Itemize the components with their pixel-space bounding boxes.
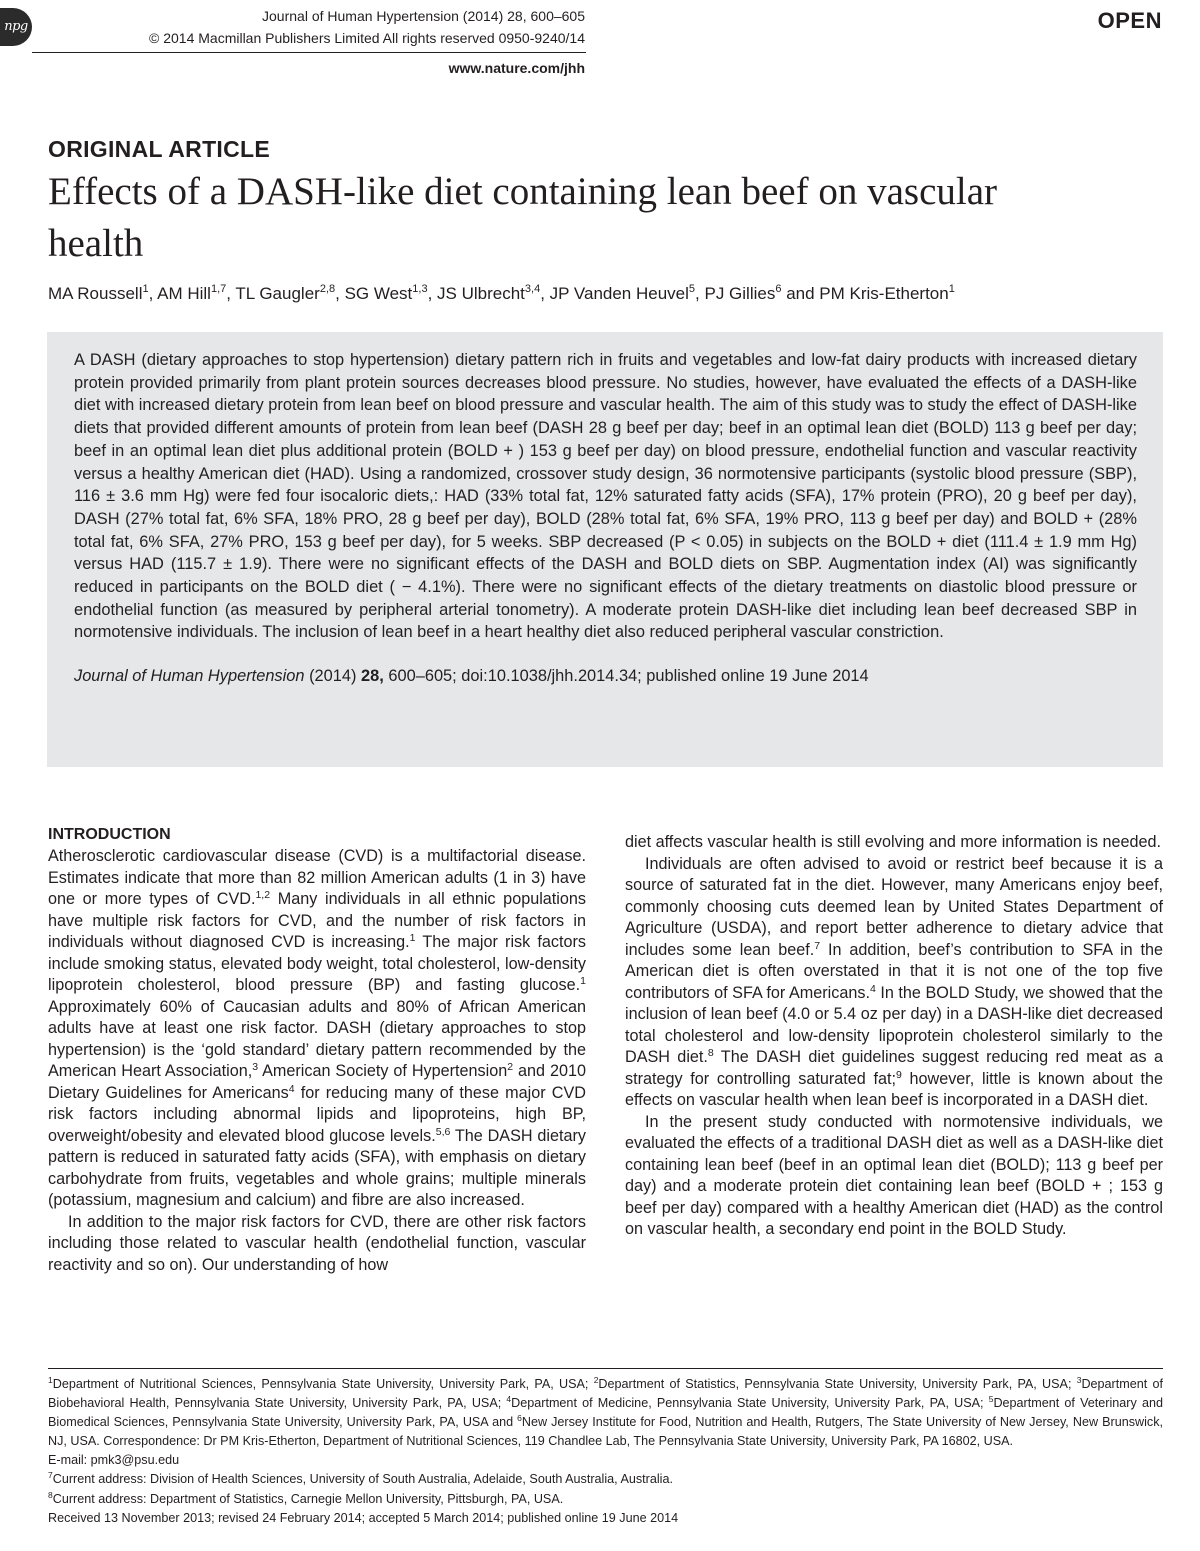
footnote-current-address-8: $^8$Current address: Department of Statistics, Carnegie Mellon University, Pittsburgh, PA, USA. [48, 1489, 564, 1506]
citation-ref[interactable]: 5,6 [435, 1125, 451, 1138]
intro-paragraph-2-continued: diet affects vascular health is still evolving and more information is needed. [625, 833, 1161, 851]
author-name: AM Hill [157, 284, 211, 303]
citation-ref[interactable]: 1,2 [255, 889, 271, 901]
affiliation-text: Department of Biobehavioral Health, Pennsylvania State University, University Park, PA, USA; [48, 1377, 1163, 1411]
footnotes [48, 1375, 1163, 1528]
citation-journal: Journal of Human Hypertension [74, 667, 305, 686]
intro-paragraph-1: Atherosclerotic cardiovascular disease (CVD) is a multifactorial disease. Estimates indicate that more than 82 million American adults (1 in 3) have one or more types of CVD.$^{1,2}$ Many individuals in all ethnic populations have multiple risk factors for CVD, and the number of risk factors in individuals without diagnosed CVD is increasing.$^1$ The major risk factors include smoking status, elevated body weight, total cholesterol, low-density lipoprotein cholesterol, blood pressure (BP) and fasting glucose.$^1$ Approximately 60% of Caucasian adults and 80% of African American adults have at least one risk factor. DASH (dietary approaches to stop hypertension) is the ‘gold standard’ dietary pattern recommended by the American Heart Association,$^3$ American Society of Hypertension$^2$ and 2010 Dietary Guidelines for Americans$^4$ for reducing many of these major CVD risk factors including abnormal lipids and lipoproteins, high BP, overweight/obesity and elevated blood glucose levels.$^{5,6}$ The DASH dietary pattern is reduced in saturated fatty acids (SFA), with emphasis on dietary carbohydrate from fruits, vegetables and whole grains; multiple minerals (potassium, magnesium and calcium) and fibre are also increased. [48, 847, 586, 1209]
citation-details: 600–605; doi:10.1038/jhh.2014.34; published online 19 June 2014 [383, 667, 869, 686]
citation-ref[interactable]: 2 [507, 1061, 514, 1073]
author-list: MA Roussell$^1$, AM Hill$^{1,7}$, TL Gaugler$^{2,8}$, SG West$^{1,3}$, JS Ulbrecht$^{3,4}$, JP Vanden Heuvel$^5$, PJ Gillies$^6$ and PM Kris-Etherton$^1$ [48, 283, 955, 303]
affiliation-number: 1 [48, 1375, 53, 1385]
footnote-rule [48, 1368, 1163, 1369]
affiliation-text: New Jersey Institute for Food, Nutrition and Health, Rutgers, The State University of New Jersey, New Brunswick, NJ, USA. Correspondence: Dr PM Kris-Etherton, Department of Nutritional Sciences, 119 Chandlee Lab, The Pennsylvania State University, University Park, PA 16802, USA. [48, 1415, 1163, 1449]
citation-ref[interactable]: 4 [869, 982, 876, 995]
citation-ref[interactable]: 4 [288, 1082, 295, 1095]
intro-paragraph-2: In addition to the major risk factors for CVD, there are other risk factors including those related to vascular health (endothelial function, vascular reactivity and so on). Our understanding of how [48, 1212, 586, 1274]
correspondence-email[interactable]: E-mail: pmk3@psu.edu [48, 1453, 180, 1468]
author-affiliation-ref: 3,4 [524, 283, 541, 295]
copyright-line: © 2014 Macmillan Publishers Limited All rights reserved 0950-9240/14 [149, 30, 585, 46]
citation-ref[interactable]: 3 [252, 1061, 259, 1073]
journal-website-link[interactable]: www.nature.com/jhh [448, 60, 585, 76]
author-affiliation-ref: 6 [775, 283, 782, 295]
received-dates: Received 13 November 2013; revised 24 February 2014; accepted 5 March 2014; published online 19 June 2014 [48, 1510, 679, 1525]
author-affiliation-ref: 2,8 [319, 283, 336, 295]
author-affiliation-ref: 1,7 [210, 283, 227, 295]
affiliation-number: 6 [517, 1413, 522, 1424]
author-name: SG West [344, 284, 413, 303]
npg-logo: npg [0, 8, 32, 46]
abstract-box [47, 332, 1163, 767]
author-name: PJ Gillies [704, 284, 776, 303]
abstract-text: A DASH (dietary approaches to stop hypertension) dietary pattern rich in fruits and vegetables and low-fat dairy products with increased dietary protein provided primarily from plant protein sources decreases blood pressure. No studies, however, have evaluated the effects of a DASH-like diet with increased dietary protein from lean beef on blood pressure and vascular health. The aim of this study was to study the effect of DASH-like diets that provided different amounts of protein from lean beef (DASH 28 g beef per day; beef in an optimal lean diet (BOLD) 113 g beef per day; beef in an optimal lean diet plus additional protein (BOLD + ) 153 g beef per day) on blood pressure, endothelial function and vascular reactivity versus a healthy American diet (HAD). Using a randomized, crossover study design, 36 normotensive participants (systolic blood pressure (SBP), 116 ± 3.6 mm Hg) were fed four isocaloric diets,: HAD (33% total fat, 12% saturated fatty acids (SFA), 17% protein (PRO), 20 g beef per day), DASH (27% total fat, 6% SFA, 18% PRO, 28 g beef per day), BOLD (28% total fat, 6% SFA, 19% PRO, 113 g beef per day) and BOLD + (28% total fat, 6% SFA, 27% PRO, 153 g beef per day), for 5 weeks. SBP decreased (P < 0.05) in subjects on the BOLD + diet (111.4 ± 1.9 mm Hg) versus HAD (115.7 ± 1.9). There were no significant effects of the DASH and BOLD diets on SBP. Augmentation index (AI) was significantly reduced in participants on the BOLD diet ( − 4.1%). There were no significant effects of the dietary treatments on diastolic blood pressure or endothelial function (as measured by peripheral arterial tonometry). A moderate protein DASH-like diet including lean beef decreased SBP in normotensive individuals. The inclusion of lean beef in a heart healthy diet also reduced peripheral vascular constriction. [74, 351, 1137, 642]
author-affiliation-ref: 1 [948, 283, 955, 295]
citation-ref[interactable]: 7 [814, 939, 821, 952]
citation-ref[interactable]: 8 [707, 1047, 714, 1059]
open-access-label: OPEN [1097, 8, 1162, 33]
affiliation-text: Department of Medicine, Pennsylvania State University, University Park, PA, USA; [511, 1396, 989, 1411]
affiliation-number: 5 [988, 1394, 994, 1405]
author-affiliation-ref: 1,3 [412, 283, 428, 295]
affiliation-number: 2 [593, 1375, 599, 1385]
citation-ref[interactable]: 1 [580, 975, 586, 987]
affiliation-text: Department of Veterinary and Biomedical Sciences, Pennsylvania State University, University Park, PA, USA and [48, 1396, 1163, 1430]
citation-ref[interactable]: 9 [895, 1068, 902, 1081]
author-name: JP Vanden Heuvel [549, 284, 689, 303]
author-affiliation-ref: 5 [688, 283, 696, 295]
citation-year: (2014) [304, 667, 362, 686]
author-affiliation-ref: 1 [142, 283, 149, 295]
article-title: Effects of a DASH-like diet containing lean beef on vascular health [48, 170, 998, 265]
footnote-current-address-7: $^7$Current address: Division of Health Sciences, University of South Australia, Adelaide, South Australia, Australia. [48, 1470, 673, 1487]
affiliation-number: 3 [1076, 1375, 1082, 1385]
author-name: TL Gaugler [235, 284, 320, 303]
body-column-right [625, 832, 1163, 1241]
author-name: PM Kris-Etherton [819, 284, 949, 303]
article-type: ORIGINAL ARTICLE [48, 136, 271, 162]
intro-paragraph-3: Individuals are often advised to avoid or restrict beef because it is a source of saturated fat in the diet. However, many Americans enjoy beef, commonly choosing cuts deemed lean by United States Department of Agriculture (USDA), and report better adherence to dietary advice that includes some lean beef.$^7$ In addition, beef’s contribution to SFA in the American diet is often overstated in that it is not one of the top five contributors of SFA for Americans.$^4$ In the BOLD Study, we showed that the inclusion of lean beef (4.0 or 5.4 oz per day) in a DASH-like diet decreased total cholesterol and low-density lipoprotein cholesterol similarly to the DASH diet.$^8$ The DASH diet guidelines suggest reducing red meat as a strategy for controlling saturated fat;$^9$ however, little is known about the effects on vascular health when lean beef is incorporated in a DASH diet. [625, 854, 1163, 1109]
author-name: JS Ulbrecht [437, 284, 525, 303]
intro-paragraph-4: In the present study conducted with normotensive individuals, we evaluated the effects of a traditional DASH diet as well as a DASH-like diet containing lean beef (beef in an optimal lean diet (BOLD); 113 g beef per day) and a moderate protein diet containing lean beef (BOLD + ; 153 g beef per day) compared with a healthy American diet (HAD) as the control on vascular health, a secondary end point in the BOLD Study. [625, 1112, 1163, 1238]
abstract-citation [74, 665, 1137, 687]
introduction-heading: INTRODUCTION [48, 826, 171, 843]
header-rule [32, 52, 586, 53]
author-name: MA Roussell [48, 284, 143, 303]
affiliation-number: 4 [506, 1394, 512, 1405]
journal-citation-line: Journal of Human Hypertension (2014) 28, 600–605 [262, 8, 585, 24]
citation-volume: 28, [361, 667, 384, 686]
affiliation-text: Department of Statistics, Pennsylvania State University, University Park, PA, USA; [598, 1377, 1077, 1391]
affiliation-text: Department of Nutritional Sciences, Pennsylvania State University, University Park, PA, USA; [52, 1377, 594, 1391]
citation-ref[interactable]: 1 [409, 932, 416, 944]
body-column-left [48, 824, 586, 1276]
affiliations [48, 1375, 1163, 1451]
